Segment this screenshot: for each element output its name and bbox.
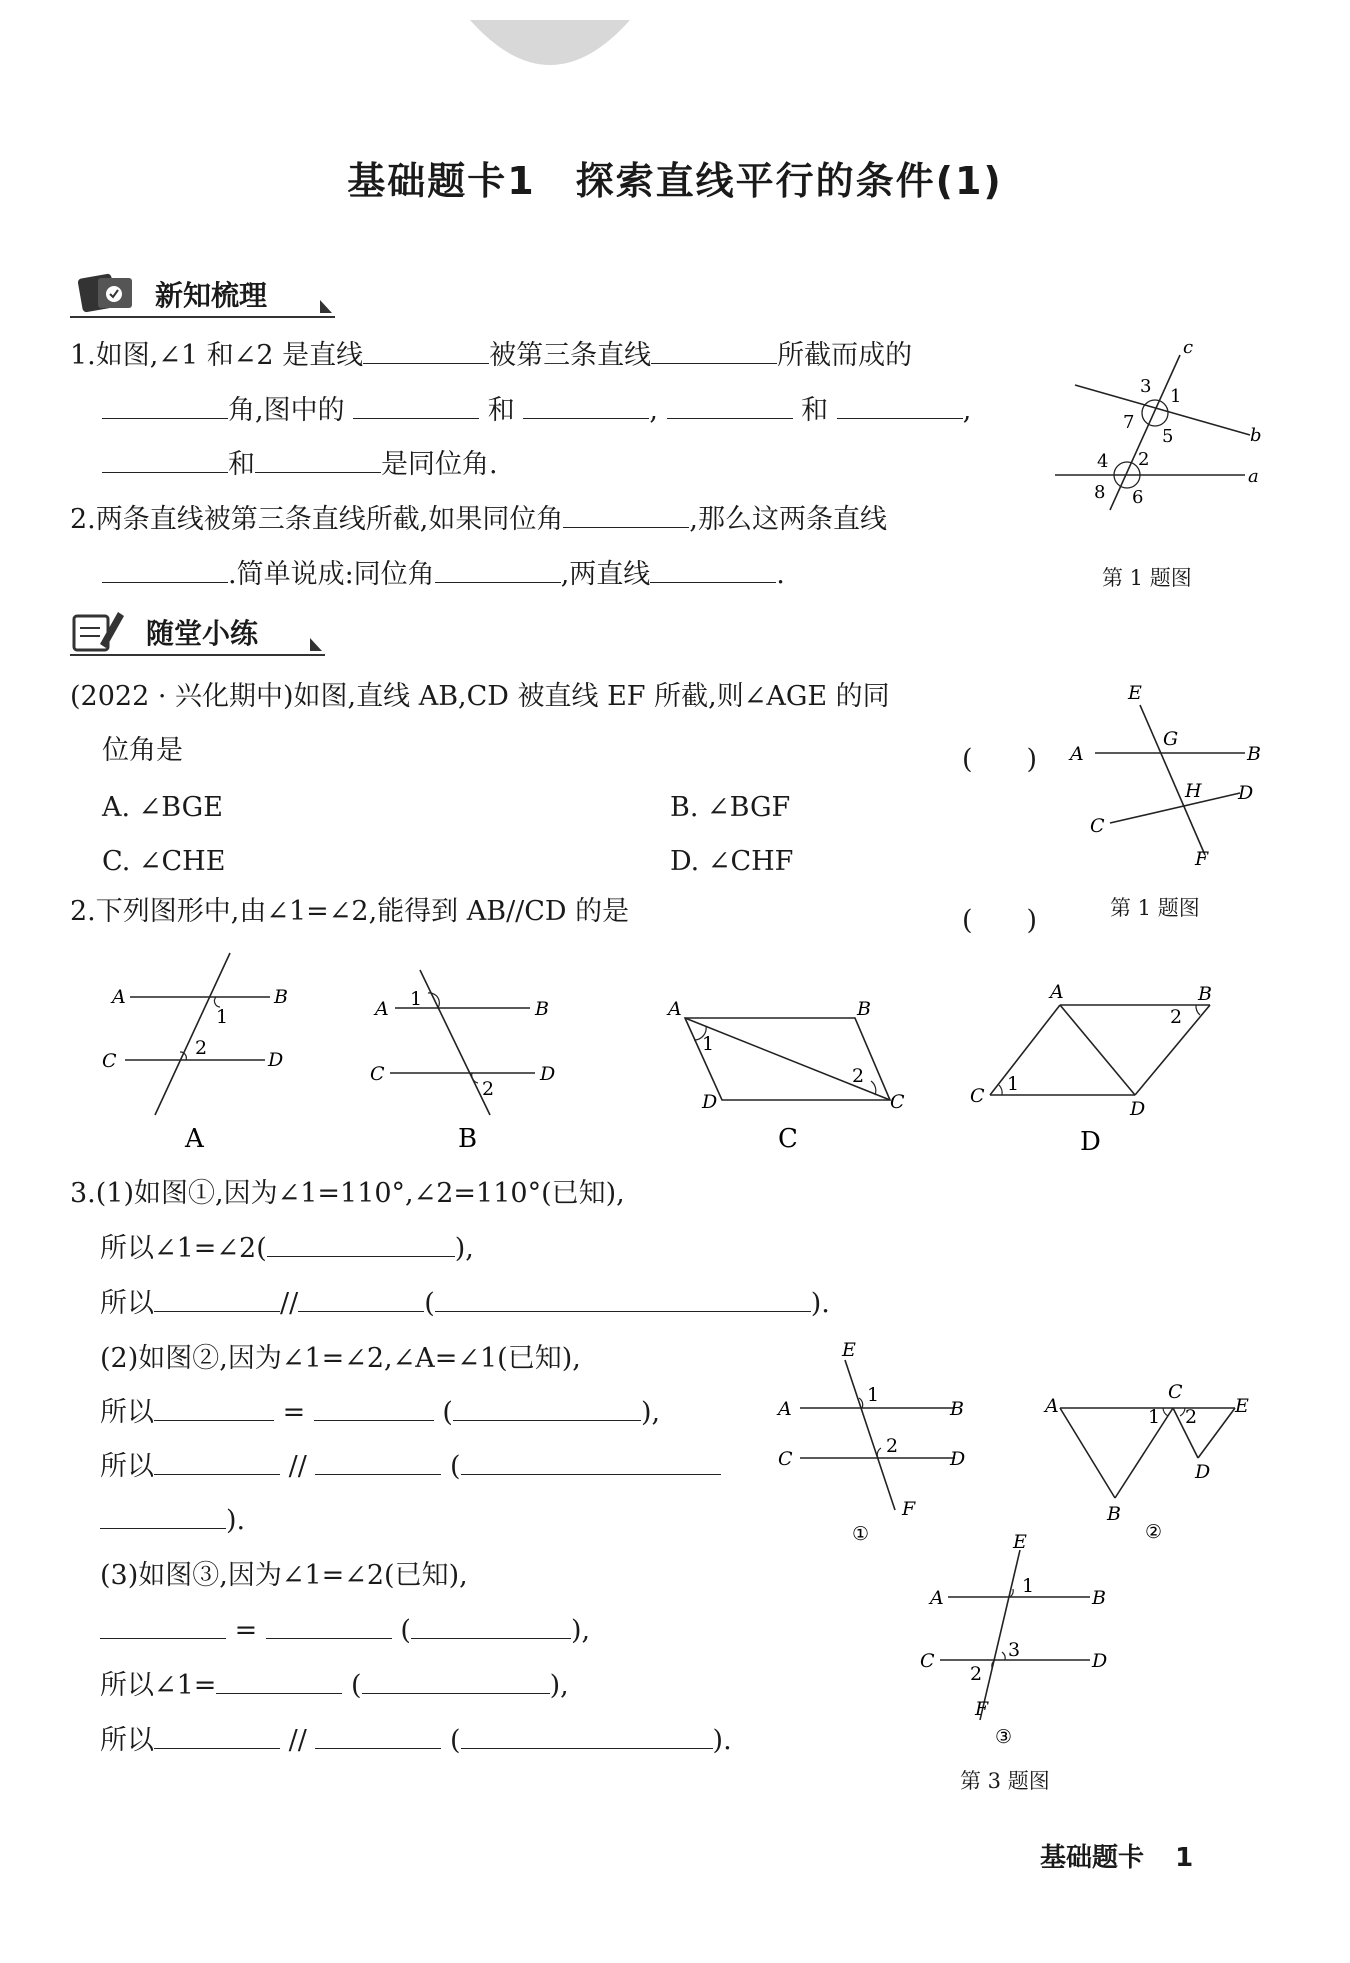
svg-text:a: a [1248, 466, 1259, 487]
blank[interactable] [453, 1419, 641, 1421]
svg-text:B: B [458, 1124, 478, 1154]
blank[interactable] [298, 1310, 424, 1312]
section-label: 随堂小练 [146, 617, 259, 650]
s2-q1-fig-caption: 第 1 题图 [1110, 896, 1200, 920]
s2-q1-line2: 位角是 [102, 735, 183, 766]
figure-3 [920, 1531, 1107, 1748]
blank[interactable] [154, 1473, 280, 1475]
svg-text:H: H [1185, 780, 1202, 802]
blank[interactable] [267, 1255, 455, 1257]
blank[interactable] [102, 581, 228, 583]
svg-text:B: B [1092, 1587, 1106, 1609]
svg-text:A: A [185, 1124, 204, 1154]
svg-text:F: F [975, 1698, 989, 1720]
s2-q3-p2-line1: (2)如图②,因为∠1=∠2,∠A=∠1(已知), [100, 1343, 581, 1374]
s2-q3-p1-line2: 所以∠1=∠2( ), [100, 1233, 474, 1264]
svg-text:A: A [930, 1587, 944, 1609]
svg-text:1: 1 [1022, 1575, 1035, 1597]
svg-text:C: C [890, 1091, 905, 1113]
svg-text:A: A [778, 1398, 792, 1420]
svg-text:C: C [1090, 815, 1105, 837]
svg-text:F: F [1195, 848, 1209, 870]
page-title: 基础题卡1 探索直线平行的条件(1) [347, 159, 1003, 203]
figure-a[interactable] [102, 953, 288, 1154]
svg-text:A: A [375, 998, 389, 1020]
option-a[interactable]: A. ∠BGE [102, 792, 223, 823]
s2-q3-p3-line3: 所以∠1= ( ), [100, 1670, 569, 1701]
blank[interactable] [435, 581, 561, 583]
s2-q3-p2-line2: 所以 = ( ), [100, 1397, 661, 1428]
svg-text:E: E [1128, 682, 1142, 704]
blank[interactable] [667, 417, 793, 419]
blank[interactable] [315, 1473, 441, 1475]
blank[interactable] [461, 1473, 721, 1475]
svg-text:B: B [1107, 1503, 1121, 1525]
svg-text:③: ③ [995, 1726, 1013, 1748]
svg-text:3: 3 [1140, 376, 1152, 397]
svg-text:1: 1 [867, 1384, 880, 1406]
blank[interactable] [100, 1527, 226, 1529]
svg-text:B: B [535, 998, 549, 1020]
svg-text:2: 2 [1138, 449, 1150, 470]
s2-q3-p2-line3: 所以 // ( [100, 1453, 721, 1480]
s1-fig-caption: 第 1 题图 [1102, 566, 1192, 590]
blank[interactable] [154, 1419, 274, 1421]
svg-text:1: 1 [410, 988, 423, 1010]
page-number: 1 [1175, 1843, 1194, 1873]
blank[interactable] [314, 1419, 434, 1421]
svg-text:G: G [1163, 728, 1179, 750]
svg-text:A: A [1050, 981, 1064, 1003]
svg-text:2: 2 [970, 1663, 983, 1685]
footer-label: 基础题卡 [1040, 1843, 1145, 1873]
answer-paren[interactable]: ( ) [962, 905, 1038, 936]
blank[interactable] [563, 526, 689, 528]
svg-text:D: D [268, 1049, 284, 1071]
option-d[interactable]: D. ∠CHF [670, 846, 794, 877]
option-b[interactable]: B. ∠BGF [670, 792, 791, 823]
s2-q3-fig-caption: 第 3 题图 [960, 1769, 1050, 1793]
figure-d[interactable] [970, 981, 1212, 1157]
svg-text:b: b [1250, 425, 1262, 446]
blank[interactable] [266, 1637, 392, 1639]
svg-text:C: C [102, 1050, 117, 1072]
section-header-practice [70, 606, 330, 658]
s1-q2-line1: 2.两条直线被第三条直线所截,如果同位角 ,那么这两条直线 [70, 504, 887, 535]
s2-q2-figures [90, 945, 1240, 1170]
figure-1 [776, 1340, 965, 1545]
blank[interactable] [102, 471, 228, 473]
blank[interactable] [435, 1310, 811, 1312]
svg-text:A: A [668, 998, 682, 1020]
figure-c[interactable] [666, 998, 905, 1154]
figure-b[interactable] [370, 970, 555, 1154]
blank[interactable] [651, 362, 777, 364]
section-header-new-knowledge [70, 268, 340, 320]
s2-q3-figures [770, 1340, 1270, 1800]
s2-q3-p1-line1: 3.(1)如图①,因为∠1=110°,∠2=110°(已知), [70, 1178, 625, 1209]
blank[interactable] [650, 581, 776, 583]
svg-text:2: 2 [1170, 1006, 1183, 1028]
blank[interactable] [837, 417, 963, 419]
blank[interactable] [100, 1637, 226, 1639]
blank[interactable] [255, 471, 381, 473]
svg-text:D: D [540, 1063, 556, 1085]
svg-text:8: 8 [1094, 482, 1106, 503]
blank[interactable] [363, 362, 489, 364]
svg-text:D: D [950, 1448, 966, 1470]
svg-text:1: 1 [1170, 386, 1182, 407]
svg-text:3: 3 [1008, 1639, 1021, 1661]
svg-text:2: 2 [195, 1037, 208, 1059]
s2-q3-p3-line2: = ( ), [100, 1617, 590, 1644]
section-label: 新知梳理 [155, 279, 268, 312]
s2-q3-p3-line1: (3)如图③,因为∠1=∠2(已知), [100, 1560, 468, 1591]
svg-text:1: 1 [1007, 1073, 1020, 1095]
svg-text:E: E [1235, 1395, 1249, 1417]
svg-text:D: D [1080, 1127, 1101, 1157]
footer [1040, 1837, 1193, 1874]
svg-text:C: C [1168, 1381, 1183, 1403]
blank[interactable] [154, 1747, 280, 1749]
svg-text:c: c [1183, 337, 1194, 358]
blank[interactable] [315, 1747, 441, 1749]
blank[interactable] [461, 1747, 713, 1749]
svg-text:2: 2 [482, 1078, 495, 1100]
blank[interactable] [362, 1692, 550, 1694]
svg-text:C: C [920, 1650, 935, 1672]
svg-text:B: B [950, 1398, 964, 1420]
svg-text:②: ② [1145, 1521, 1163, 1543]
answer-paren[interactable]: ( ) [962, 744, 1038, 775]
svg-text:①: ① [852, 1523, 870, 1545]
svg-text:C: C [970, 1085, 985, 1107]
s2-q3-p1-line3: 所以 // ( ). [100, 1288, 830, 1319]
svg-text:A: A [112, 986, 126, 1008]
blank[interactable] [353, 417, 479, 419]
svg-text:C: C [778, 1448, 793, 1470]
svg-text:5: 5 [1162, 426, 1174, 447]
blank[interactable] [102, 417, 228, 419]
s1-q1-line1: 1.如图,∠1 和∠2 是直线 被第三条直线 所截而成的 [70, 340, 913, 371]
svg-text:D: D [1130, 1098, 1146, 1120]
top-decoration [470, 0, 630, 70]
svg-text:7: 7 [1123, 412, 1135, 433]
s2-q3-p3-line4: 所以 // ( ). [100, 1725, 732, 1756]
svg-text:A: A [1070, 743, 1084, 765]
svg-text:B: B [1247, 743, 1261, 765]
svg-text:E: E [1013, 1531, 1027, 1553]
svg-text:D: D [1238, 782, 1254, 804]
blank[interactable] [154, 1310, 280, 1312]
svg-text:1: 1 [1148, 1406, 1161, 1428]
svg-text:E: E [842, 1340, 856, 1361]
svg-text:1: 1 [216, 1006, 229, 1028]
svg-text:6: 6 [1132, 487, 1144, 508]
svg-text:2: 2 [1185, 1406, 1198, 1428]
s1-q1-line3: 和 是同位角. [102, 451, 498, 478]
s1-figure [1050, 335, 1280, 515]
svg-text:B: B [857, 998, 871, 1020]
blank[interactable] [523, 417, 649, 419]
figure-2 [1043, 1381, 1249, 1543]
svg-text:B: B [274, 986, 288, 1008]
svg-text:D: D [702, 1091, 718, 1113]
s2-q3-p2-line4: ). [100, 1507, 245, 1534]
svg-text:A: A [1045, 1395, 1059, 1417]
svg-text:B: B [1198, 983, 1212, 1005]
svg-text:2: 2 [852, 1065, 865, 1087]
blank[interactable] [411, 1637, 571, 1639]
svg-text:C: C [778, 1124, 798, 1154]
svg-text:C: C [370, 1063, 385, 1085]
svg-text:D: D [1092, 1650, 1108, 1672]
s2-q1-figure [1060, 675, 1275, 875]
svg-text:F: F [902, 1498, 916, 1520]
svg-text:D: D [1195, 1461, 1211, 1483]
option-c[interactable]: C. ∠CHE [102, 846, 226, 877]
svg-text:2: 2 [886, 1435, 899, 1457]
s1-q1-line2: 角,图中的 和 , 和 , [102, 397, 971, 424]
blank[interactable] [216, 1692, 342, 1694]
s2-q2-text: 2.下列图形中,由∠1=∠2,能得到 AB//CD 的是 [70, 896, 630, 927]
s1-q2-line2: .简单说成:同位角 ,两直线 . [102, 561, 785, 588]
svg-text:1: 1 [702, 1033, 715, 1055]
s2-q1-line1: (2022 · 兴化期中)如图,直线 AB,CD 被直线 EF 所截,则∠AGE 的同 [70, 681, 890, 712]
svg-text:4: 4 [1097, 451, 1109, 472]
